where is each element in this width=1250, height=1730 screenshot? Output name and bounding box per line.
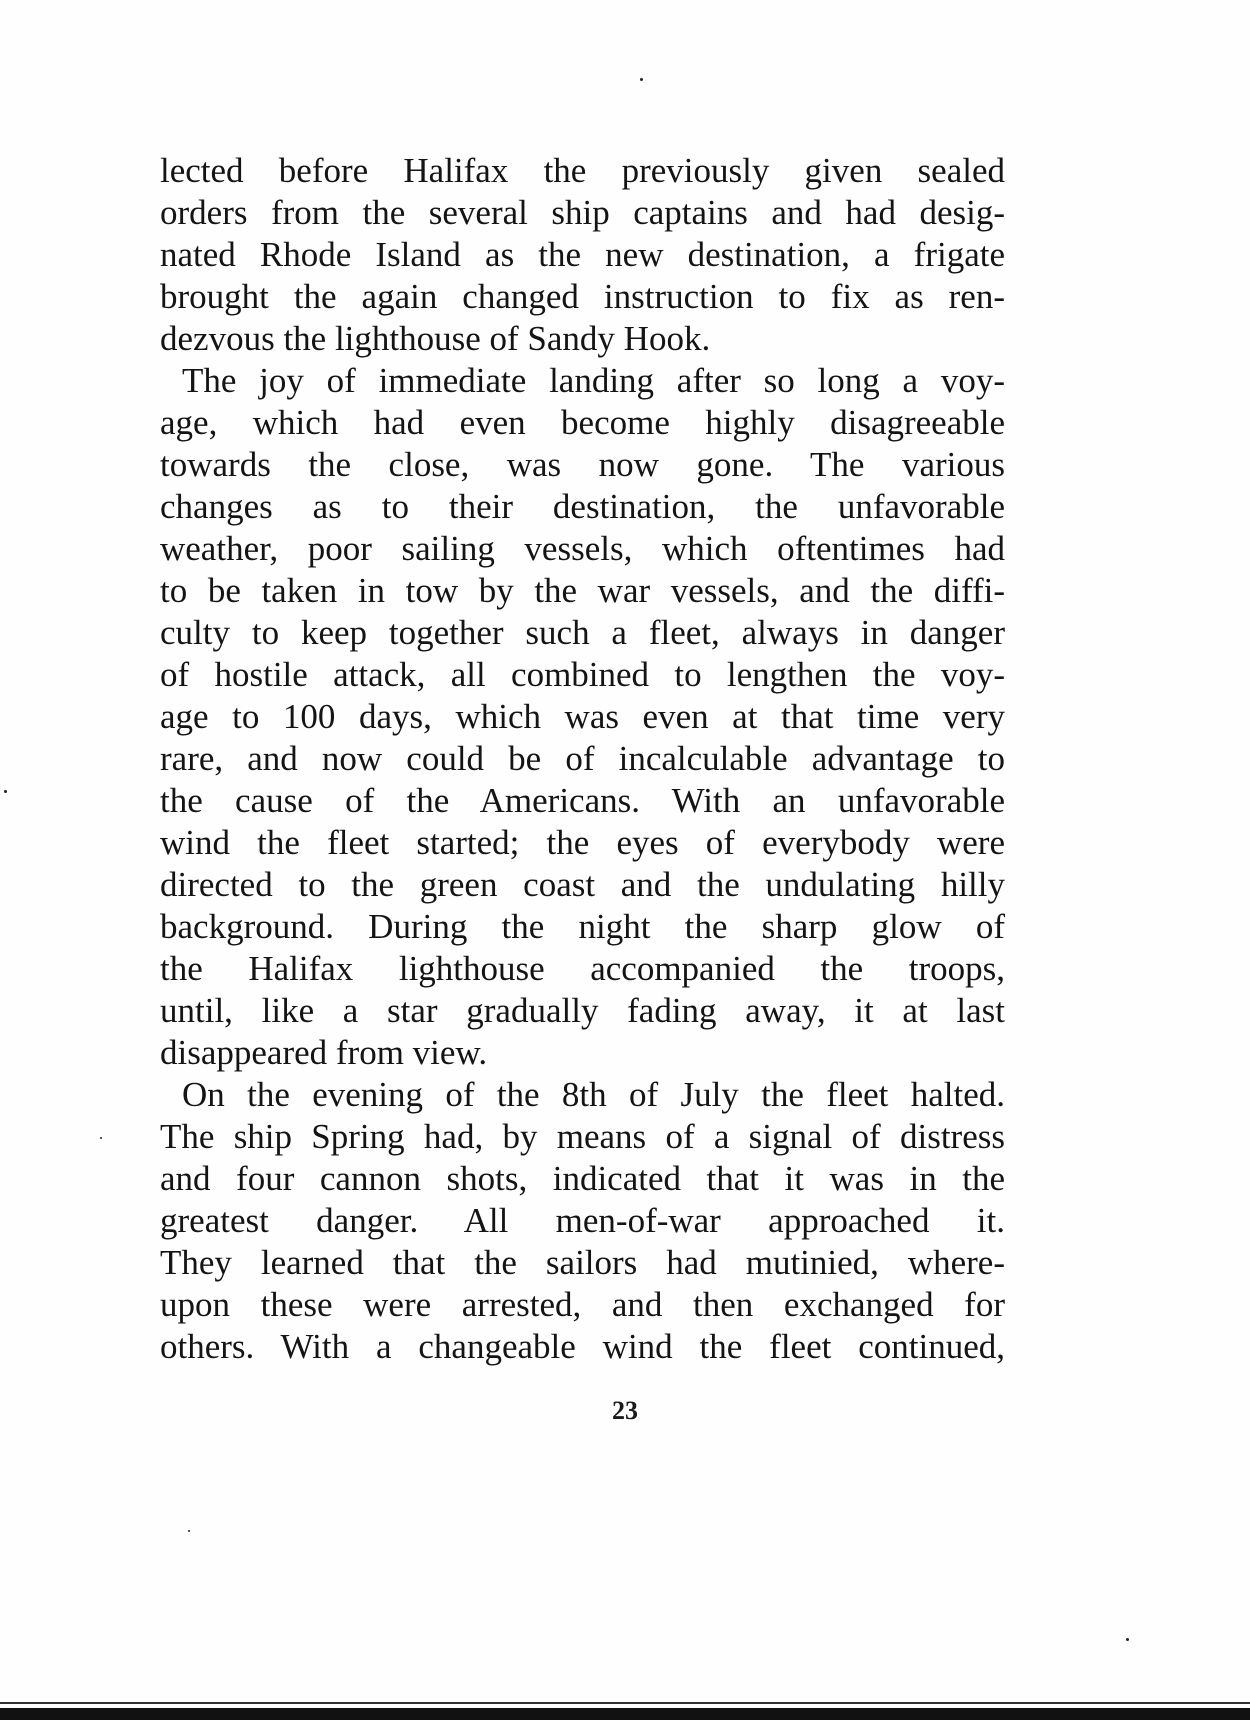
scan-speck	[100, 1137, 102, 1139]
text-line: age to 100 days, which was even at that time very	[160, 697, 1005, 736]
text-line: orders from the several ship captains and had desig-	[160, 193, 1005, 232]
text-line: culty to keep together such a fleet, always in danger	[160, 613, 1005, 652]
text-line: of hostile attack, all combined to lengthen the voy-	[160, 655, 1005, 694]
text-line: until, like a star gradually fading away, it at last	[160, 991, 1005, 1030]
text-line: The ship Spring had, by means of a signal of distress	[160, 1117, 1005, 1156]
text-line: rare, and now could be of incalculable advantage to	[160, 739, 1005, 778]
text-line: dezvous the lighthouse of Sandy Hook.	[160, 319, 711, 358]
text-line: background. During the night the sharp glow of	[160, 907, 1005, 946]
paragraph-start-line: The joy of immediate landing after so long a voy-	[182, 361, 1005, 400]
text-line: wind the fleet started; the eyes of everybody were	[160, 823, 1005, 862]
text-line: brought the again changed instruction to fix as ren-	[160, 277, 1005, 316]
text-line: the Halifax lighthouse accompanied the troops,	[160, 949, 1005, 988]
scan-speck	[640, 78, 643, 81]
scan-speck	[188, 1530, 190, 1532]
scan-edge-line	[0, 1702, 1250, 1704]
text-line: others. With a changeable wind the fleet continued,	[160, 1327, 1005, 1366]
text-line: directed to the green coast and the undulating hilly	[160, 865, 1005, 904]
text-line: the cause of the Americans. With an unfavorable	[160, 781, 1005, 820]
text-line: changes as to their destination, the unfavorable	[160, 487, 1005, 526]
scan-speck	[4, 790, 7, 793]
text-line: They learned that the sailors had mutinied, where-	[160, 1243, 1005, 1282]
text-line: weather, poor sailing vessels, which oftentimes had	[160, 529, 1005, 568]
text-line: to be taken in tow by the war vessels, and the diffi-	[160, 571, 1005, 610]
text-line: upon these were arrested, and then exchanged for	[160, 1285, 1005, 1324]
text-line: disappeared from view.	[160, 1033, 488, 1072]
page-number: 23	[612, 1396, 638, 1425]
text-line: lected before Halifax the previously given sealed	[160, 151, 1005, 190]
text-line: age, which had even become highly disagreeable	[160, 403, 1005, 442]
text-line: nated Rhode Island as the new destination, a frigate	[160, 235, 1005, 274]
text-line: greatest danger. All men-of-war approached it.	[160, 1201, 1005, 1240]
scan-speck	[1126, 1638, 1129, 1641]
scan-edge-bar	[0, 1708, 1250, 1720]
text-line: towards the close, was now gone. The various	[160, 445, 1005, 484]
text-line: and four cannon shots, indicated that it was in the	[160, 1159, 1005, 1198]
paragraph-start-line: On the evening of the 8th of July the fleet halted.	[182, 1075, 1005, 1114]
page-body-text	[160, 150, 1005, 1368]
